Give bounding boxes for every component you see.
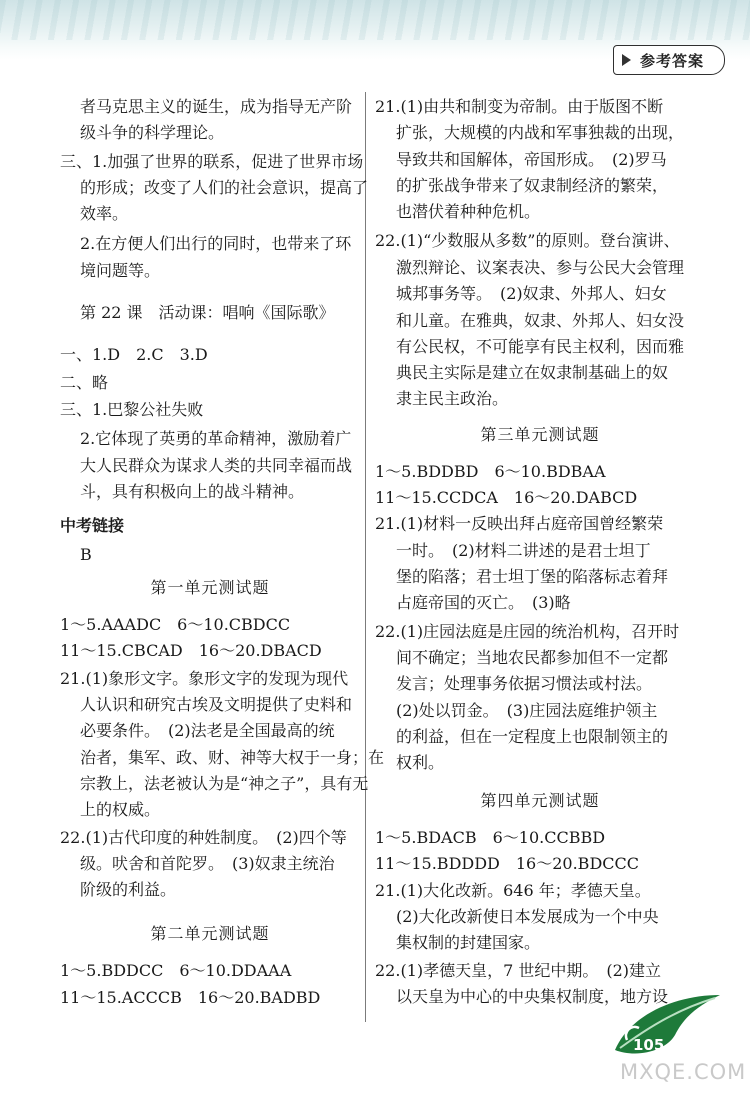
text-line: 2.在方便人们出行的同时，也带来了环 — [80, 234, 352, 253]
page-number: 105 — [633, 1036, 665, 1054]
unit-4-title: 第四单元测试题 — [480, 791, 600, 810]
arrow-icon — [622, 54, 631, 66]
text-line: (2)处以罚金。 (3)庄园法庭维护领主 — [396, 701, 658, 720]
text-line: 和儿童。在雅典，奴隶、外邦人、妇女没 — [396, 311, 685, 330]
text-line: 22.(1)“少数服从多数”的原则。登台演讲、 — [375, 231, 680, 250]
text-line: 城邦事务等。 (2)奴隶、外邦人、妇女 — [396, 284, 667, 303]
watermark: MXQE.COM — [620, 1060, 747, 1084]
text-line: 级。吠舍和首陀罗。 (3)奴隶主统治 — [80, 854, 335, 873]
text-line: 斗，具有积极向上的战斗精神。 — [80, 482, 305, 501]
text-line: 堡的陷落；君士坦丁堡的陷落标志着拜 — [396, 567, 669, 586]
text-line: 占庭帝国的灭亡。 (3)略 — [396, 593, 571, 612]
unit-2-title: 第二单元测试题 — [150, 924, 270, 943]
text-line: 1～5.BDDBD 6～10.BDBAA — [375, 462, 606, 481]
text-line: 级斗争的科学理论。 — [80, 123, 225, 142]
text-line: 宗教上，法老被认为是“神之子”，具有无 — [80, 774, 369, 793]
text-line: 集权制的封建国家。 — [396, 933, 541, 952]
exam-link-answer: B — [80, 545, 92, 564]
text-line: 1～5.BDDCC 6～10.DDAAA — [60, 961, 292, 980]
text-line: 的扩张战争带来了奴隶制经济的繁荣， — [396, 176, 669, 195]
text-line: 治者，集军、政、财、神等大权于一身；在 — [80, 748, 385, 767]
unit-1-title: 第一单元测试题 — [150, 578, 270, 597]
text-line: 11～15.CCDCA 16～20.DABCD — [375, 488, 638, 507]
text-line: 11～15.ACCCB 16～20.BADBD — [60, 988, 321, 1007]
text-line: 11～15.BDDDD 16～20.BDCCC — [375, 854, 639, 873]
text-line: 21.(1)大化改新。646 年；孝德天皇。 — [375, 881, 651, 900]
text-line: 导致共和国解体，帝国形成。 (2)罗马 — [396, 150, 667, 169]
text-line: 大人民群众为谋求人类的共同幸福而战 — [80, 456, 353, 475]
text-line: 1～5.BDACB 6～10.CCBBD — [375, 828, 606, 847]
answer-key-label: 参考答案 — [640, 52, 705, 70]
text-line: 的利益，但在一定程度上也限制领主的 — [396, 727, 669, 746]
text-line: 权利。 — [396, 753, 445, 772]
unit-3-title: 第三单元测试题 — [480, 425, 600, 444]
text-line: 激烈辩论、议案表决、参与公民大会管理 — [396, 258, 685, 277]
column-divider — [365, 92, 366, 1022]
text-line: 二、略 — [60, 373, 109, 392]
text-line: 三、1.巴黎公社失败 — [60, 400, 204, 419]
text-line: (2)大化改新使日本发展成为一个中央 — [396, 907, 659, 926]
lesson-22-heading: 第 22 课 活动课：唱响《国际歌》 — [80, 303, 335, 322]
text-line: 21.(1)象形文字。象形文字的发现为现代 — [60, 669, 349, 688]
text-line: 隶主民主政治。 — [396, 389, 509, 408]
exam-link-heading: 中考链接 — [60, 516, 125, 535]
text-line: 典民主实际是建立在奴隶制基础上的奴 — [396, 363, 669, 382]
text-line: 发言；处理事务依据习惯法或村法。 — [396, 674, 653, 693]
text-line: 1～5.AAADC 6～10.CBDCC — [60, 615, 291, 634]
text-line: 也潜伏着种种危机。 — [396, 202, 541, 221]
text-line: 必要条件。 (2)法老是全国最高的统 — [80, 721, 335, 740]
text-line: 2.它体现了英勇的革命精神，激励着广 — [80, 429, 352, 448]
text-line: 的形成；改变了人们的社会意识，提高了 — [80, 178, 369, 197]
text-line: 间不确定；当地农民都参加但不一定都 — [396, 648, 669, 667]
text-line: 效率。 — [80, 204, 129, 223]
text-line: 21.(1)由共和制变为帝制。由于版图不断 — [375, 97, 664, 116]
text-line: 阶级的利益。 — [80, 880, 177, 899]
text-line: 21.(1)材料一反映出拜占庭帝国曾经繁荣 — [375, 514, 664, 533]
text-line: 22.(1)孝德天皇，7 世纪中期。 (2)建立 — [375, 961, 662, 980]
text-line: 11～15.CBCAD 16～20.DBACD — [60, 641, 322, 660]
text-line: 一时。 (2)材料二讲述的是君士坦丁 — [396, 541, 651, 560]
text-line: 有公民权，不可能享有民主权利，因而雅 — [396, 337, 685, 356]
answer-key-tab — [613, 45, 725, 75]
text-line: 三、1.加强了世界的联系，促进了世界市场 — [60, 152, 364, 171]
text-line: 22.(1)庄园法庭是庄园的统治机构，召开时 — [375, 622, 680, 641]
text-line: 22.(1)古代印度的种姓制度。 (2)四个等 — [60, 828, 347, 847]
text-line: 上的权威。 — [80, 800, 161, 819]
text-line: 者马克思主义的诞生，成为指导无产阶 — [80, 97, 353, 116]
text-line: 一、1.D 2.C 3.D — [60, 345, 208, 364]
text-line: 扩张，大规模的内战和军事独裁的出现， — [396, 123, 685, 142]
text-line: 人认识和研究古埃及文明提供了史料和 — [80, 695, 353, 714]
text-line: 以天皇为中心的中央集权制度，地方设 — [396, 987, 669, 1006]
text-line: 境问题等。 — [80, 261, 161, 280]
leaf-ornament-icon — [605, 990, 725, 1060]
